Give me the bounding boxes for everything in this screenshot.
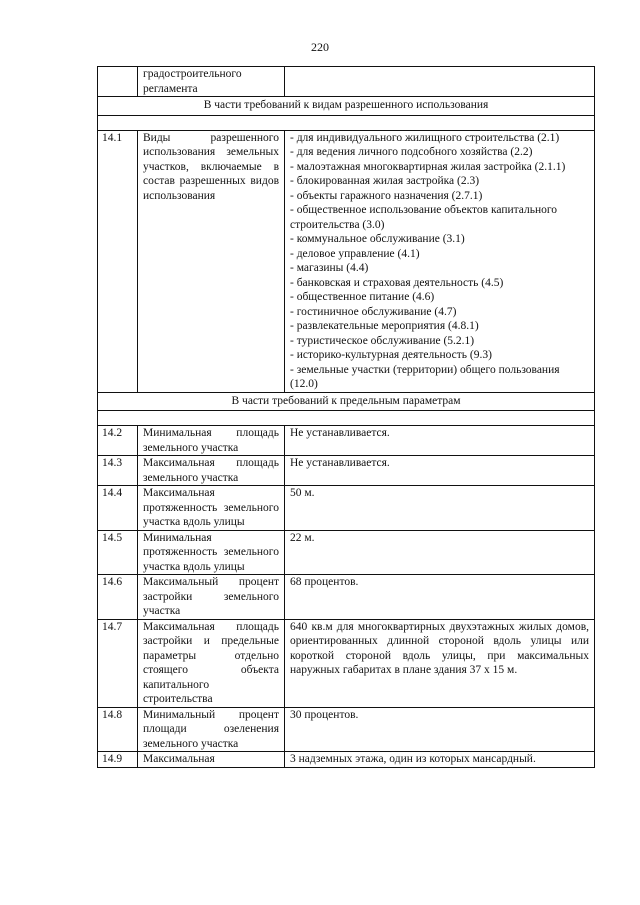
section-header-permitted-use [98, 97, 595, 116]
row-label: Максимальный процент застройки земельного участка [138, 575, 285, 620]
list-item: - деловое управление (4.1) [290, 247, 420, 260]
row-number: 14.9 [98, 752, 138, 768]
row-number-cell [98, 67, 138, 97]
row-number: 14.4 [98, 486, 138, 531]
row-number: 14.8 [98, 707, 138, 752]
row-value: 68 процентов. [285, 575, 595, 620]
section-header-limits [98, 392, 595, 411]
section-title: В части требований к видам разрешенного использования [98, 97, 595, 116]
table-row-14-4 [98, 486, 595, 531]
row-number: 14.2 [98, 426, 138, 456]
row-value: 3 надземных этажа, один из которых мансардный. [285, 752, 595, 768]
list-item: - развлекательные мероприятия (4.8.1) [290, 320, 479, 332]
list-item: - малоэтажная многоквартирная жилая застройка (2.1.1) [290, 160, 566, 173]
list-item: - магазины (4.4) [290, 262, 369, 274]
row-label: Минимальная площадь земельного участка [138, 426, 285, 456]
table-row-14-2 [98, 426, 595, 456]
table-row-14-7 [98, 619, 595, 707]
list-item: - туристическое обслуживание (5.2.1) [290, 334, 475, 347]
table-row-14-8 [98, 707, 595, 752]
table-row-14-3 [98, 456, 595, 486]
section-title: В части требований к предельным параметрам [98, 392, 595, 411]
regulation-table [97, 66, 595, 768]
row-number: 14.5 [98, 530, 138, 575]
row-value: Не устанавливается. [285, 426, 595, 456]
list-item: - историко-культурная деятельность (9.3) [290, 349, 492, 361]
spacer-row [98, 115, 595, 130]
row-number: 14.6 [98, 575, 138, 620]
row-number: 14.1 [98, 130, 138, 392]
row-number: 14.3 [98, 456, 138, 486]
list-item: - земельные участки (территории) общего пользования (12.0) [290, 363, 560, 390]
list-item: - гостиничное обслуживание (4.7) [290, 305, 457, 318]
row-value: 50 м. [285, 486, 595, 531]
list-item: - для индивидуального жилищного строительства (2.1) [290, 131, 560, 144]
row-label: Виды разрешенного использования земельных участков, включаемые в состав разрешенных видов использования [138, 130, 285, 392]
list-item: - коммунальное обслуживание (3.1) [290, 233, 465, 245]
table-row-continued [98, 67, 595, 97]
table-row-14-5 [98, 530, 595, 575]
list-item: - общественное питание (4.6) [290, 291, 435, 303]
row-number: 14.7 [98, 619, 138, 707]
row-value: 30 процентов. [285, 707, 595, 752]
row-label: Максимальная [138, 752, 285, 768]
row-value: 22 м. [285, 530, 595, 575]
list-item: - банковская и страховая деятельность (4.5) [290, 276, 504, 289]
permitted-use-list [285, 130, 595, 392]
row-label: Минимальная протяженность земельного участка вдоль улицы [138, 530, 285, 575]
row-label: Максимальная протяженность земельного участка вдоль улицы [138, 486, 285, 531]
page-number: 220 [311, 40, 329, 54]
row-value: Не устанавливается. [285, 456, 595, 486]
table-row-14-9 [98, 752, 595, 768]
row-label-cell: градостроительного регламента [138, 67, 285, 97]
list-item: - для ведения личного подсобного хозяйства (2.2) [290, 146, 533, 158]
list-item: - общественное использование объектов капитального строительства (3.0) [290, 204, 558, 231]
row-value: 640 кв.м для многоквартирных двухэтажных жилых домов, ориентированных длинной стороной вдоль улицы или короткой стороной вдоль улицы, при максимальных наружных габаритах в плане здания 37 х 15 м. [285, 619, 595, 707]
row-label: Максимальная площадь земельного участка [138, 456, 285, 486]
table-row-14-1 [98, 130, 595, 392]
row-label: Максимальная площадь застройки и предельные параметры отдельно стоящего объекта капитального строительства [138, 619, 285, 707]
row-label: Минимальный процент площади озеленения земельного участка [138, 707, 285, 752]
table-row-14-6 [98, 575, 595, 620]
list-item: - объекты гаражного назначения (2.7.1) [290, 189, 483, 202]
list-item: - блокированная жилая застройка (2.3) [290, 175, 480, 187]
row-value-cell [285, 67, 595, 97]
spacer-row [98, 411, 595, 426]
